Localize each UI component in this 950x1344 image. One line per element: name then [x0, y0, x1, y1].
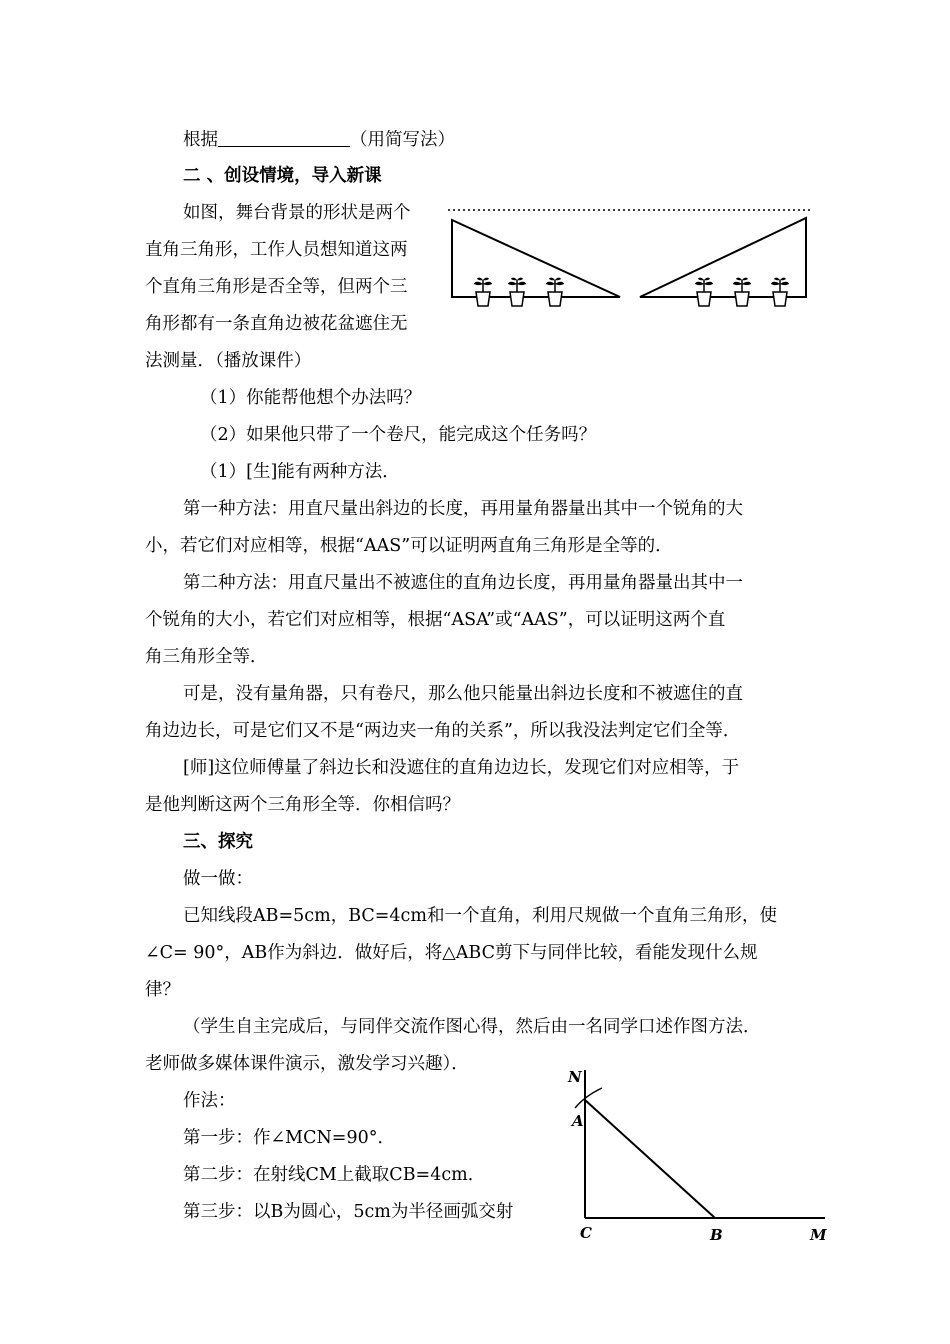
- right-right-triangle: [640, 218, 806, 297]
- question-2: （2）如果他只带了一个卷尺，能完成这个任务吗？: [200, 425, 597, 445]
- do-it-label: 做一做：: [183, 869, 253, 889]
- label-B: B: [710, 1226, 723, 1244]
- question-1: （1）你能帮他想个办法吗？: [200, 388, 422, 408]
- intro-line: 直角三角形，工作人员想知道这两: [145, 240, 408, 260]
- task-line: 已知线段AB=5cm，BC=4cm和一个直角，利用尺规做一个直角三角形，使: [183, 906, 777, 926]
- label-N: N: [568, 1068, 582, 1086]
- intro-line: 法测量．（播放课件）: [145, 351, 312, 371]
- intro-line: 如图，舞台背景的形状是两个: [183, 203, 411, 223]
- basis-prefix: 根据: [183, 130, 218, 150]
- intro-line: 个直角三角形是否全等，但两个三: [145, 277, 408, 297]
- answer-1: （1）[生]能有两种方法．: [200, 462, 400, 482]
- flower-pot-icon: [733, 278, 751, 306]
- stage-triangles-figure: [440, 200, 820, 320]
- label-M: M: [810, 1226, 827, 1244]
- label-A: A: [572, 1112, 584, 1130]
- step-line: 第一步：作∠MCN=90°．: [183, 1128, 395, 1148]
- flower-pot-icon: [474, 278, 492, 306]
- flower-pot-icon: [546, 278, 564, 306]
- step-line: 第三步：以B为圆心，5cm为半径画弧交射: [183, 1202, 514, 1222]
- task-line: 律？: [145, 980, 180, 1000]
- teacher-line: 是他判断这两个三角形全等．你相信吗？: [145, 795, 460, 815]
- answer-blank: [218, 128, 350, 147]
- however-line: 角边边长，可是它们又不是“两边夹一角的关系”，所以我没法判定它们全等．: [145, 721, 741, 741]
- flower-pot-icon: [695, 278, 713, 306]
- method1-line: 小，若它们对应相等，根据“AAS”可以证明两直角三角形是全等的．: [145, 536, 673, 556]
- teacher-line: [师]这位师傅量了斜边长和没遮住的直角边边长，发现它们对应相等，于: [183, 758, 740, 778]
- however-line: 可是，没有量角器，只有卷尺，那么他只能量出斜边长度和不被遮住的直: [183, 684, 743, 704]
- hypotenuse-AB: [585, 1100, 715, 1218]
- method1-line: 第一种方法：用直尺量出斜边的长度，再用量角器量出其中一个锐角的大: [183, 499, 743, 519]
- construction-figure: [560, 1060, 840, 1250]
- intro-line: 角形都有一条直角边被花盆遮住无: [145, 314, 408, 334]
- left-right-triangle: [452, 220, 620, 297]
- student-line: （学生自主完成后，与同伴交流作图心得，然后由一名同学口述作图方法．: [183, 1017, 761, 1037]
- method2-line: 角三角形全等．: [145, 647, 268, 667]
- label-C: C: [580, 1224, 592, 1242]
- basis-line: [183, 128, 455, 151]
- method2-line: 第二种方法：用直尺量出不被遮住的直角边长度，再用量角器量出其中一: [183, 573, 743, 593]
- flower-pot-icon: [771, 278, 789, 306]
- step-line: 第二步：在射线CM上截取CB=4cm．: [183, 1165, 486, 1185]
- arc-mark: [575, 1088, 602, 1108]
- section-heading-2: 二 、创设情境，导入新课: [183, 166, 382, 186]
- basis-suffix: （用简写法）: [350, 130, 455, 150]
- task-line: ∠C= 90°，AB作为斜边．做好后，将△ABC剪下与同伴比较，看能发现什么规: [145, 943, 758, 963]
- method2-line: 个锐角的大小，若它们对应相等，根据“ASA”或“AAS”，可以证明这两个直: [145, 610, 726, 630]
- section-heading-3: 三、探究: [183, 832, 253, 852]
- student-line: 老师做多媒体课件演示，激发学习兴趣）．: [145, 1054, 469, 1074]
- method-title: 作法：: [183, 1091, 236, 1111]
- flower-pot-icon: [508, 278, 526, 306]
